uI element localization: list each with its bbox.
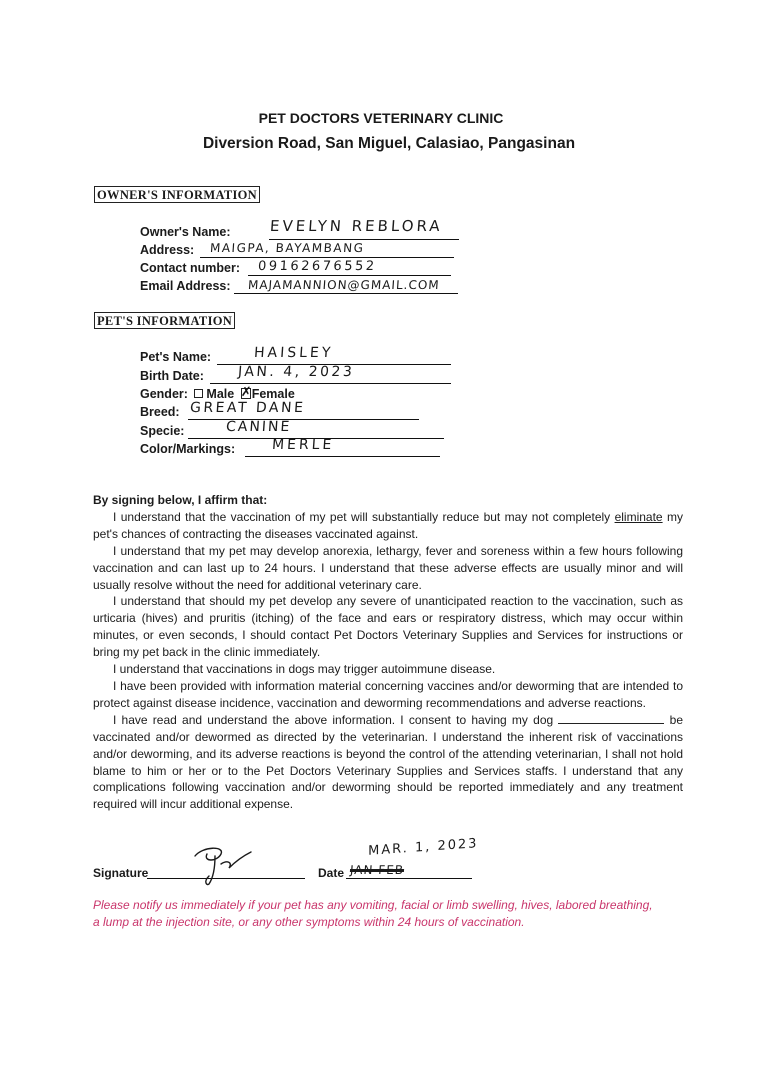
notice-text: Please notify us immediately if your pet has any vomiting, facial or limb swelling, hives, labored breathing, a lump at the injection site, or any other symptoms within 24 hours of vaccination. bbox=[93, 898, 653, 929]
handwritten-signature bbox=[185, 838, 265, 888]
owner-section-label: OWNER'S INFORMATION bbox=[94, 186, 260, 203]
affirmation-text-run: I have read and understand the above information. I consent to having my dog bbox=[113, 712, 554, 727]
breed-field bbox=[140, 400, 306, 419]
check-x-icon: ✗ bbox=[240, 384, 252, 399]
affirmation-paragraph: I understand that my pet may develop anorexia, lethargy, fever and soreness within a few hours following vaccination and can last up to 24 hours. I understand that these adverse effects are usually minor and will usually resolve without the need for additional veterinary care. bbox=[93, 543, 683, 592]
breed-value[interactable]: GREAT DANE bbox=[189, 400, 306, 416]
owner-email-field bbox=[140, 278, 441, 293]
affirmation-text-run: I understand that the vaccination of my pet will substantially reduce but may not completely bbox=[113, 509, 615, 524]
affirmation-text-run: my pet's chances of contracting the diseases vaccinated against. bbox=[93, 509, 683, 541]
dog-name-blank[interactable] bbox=[558, 713, 664, 724]
pet-name-line bbox=[217, 350, 451, 365]
owner-email-value[interactable]: MAJAMANNION@GMAIL.COM bbox=[247, 278, 441, 292]
affirmation-text bbox=[93, 492, 683, 813]
specie-label: Specie: bbox=[140, 424, 185, 438]
affirmation-paragraph bbox=[93, 509, 683, 543]
affirmation-paragraph: I understand that vaccinations in dogs may trigger autoimmune disease. bbox=[113, 662, 496, 677]
color-markings-label: Color/Markings: bbox=[140, 442, 236, 456]
owner-name-field bbox=[140, 217, 444, 239]
date-struck-value: JAN FEB bbox=[349, 863, 405, 877]
owner-address-value[interactable]: MAIGPA, BAYAMBANG bbox=[209, 241, 365, 255]
clinic-name: PET DOCTORS VETERINARY CLINIC bbox=[258, 110, 504, 126]
male-checkbox[interactable] bbox=[194, 389, 203, 398]
owner-name-value[interactable]: EVELYN REBLORA bbox=[269, 217, 444, 235]
female-checkbox[interactable] bbox=[240, 384, 252, 399]
pet-name-field bbox=[140, 345, 334, 364]
owner-contact-value[interactable]: 09162676552 bbox=[257, 259, 378, 274]
owner-address-label: Address: bbox=[140, 243, 195, 257]
owner-name-label: Owner's Name: bbox=[140, 225, 231, 239]
female-label: Female bbox=[251, 387, 295, 401]
pet-name-value[interactable]: HAISLEY bbox=[253, 345, 334, 361]
clinic-address: Diversion Road, San Miguel, Calasiao, Pangasinan bbox=[202, 135, 576, 152]
birth-date-value[interactable]: JAN. 4, 2023 bbox=[237, 364, 355, 380]
specie-value[interactable]: CANINE bbox=[225, 419, 292, 435]
pet-section-label: PET'S INFORMATION bbox=[94, 312, 235, 329]
date-label: Date bbox=[318, 866, 345, 880]
affirmation-paragraph: I understand that should my pet develop any severe of unanticipated reaction to the vaccination, such as urticaria (hives) and pruritis (itching) of the face and ears or respiratory distress, which may occur within minutes, or even seconds, I should contact Pet Doctors Veterinary Supplies and Services for instructions or bring my pet back in the clinic immediately. bbox=[93, 594, 683, 660]
male-label: Male bbox=[206, 387, 235, 401]
pet-name-label: Pet's Name: bbox=[140, 350, 212, 364]
gender-label: Gender: bbox=[140, 387, 188, 401]
affirmation-paragraph: I have been provided with information material concerning vaccines and/or deworming that are intended to protect against disease incidence, vaccination and deworming recommendations and adverse reactions. bbox=[93, 678, 683, 710]
birth-date-label: Birth Date: bbox=[140, 369, 204, 383]
owner-email-label: Email Address: bbox=[140, 279, 231, 293]
owner-contact-field bbox=[140, 259, 378, 275]
specie-field bbox=[140, 419, 292, 438]
owner-contact-label: Contact number: bbox=[140, 261, 240, 275]
breed-label: Breed: bbox=[140, 405, 180, 419]
color-markings-field bbox=[140, 437, 335, 456]
signature-label: Signature bbox=[93, 866, 149, 880]
owner-address-field bbox=[140, 241, 365, 257]
color-markings-value[interactable]: MERLE bbox=[271, 437, 335, 453]
date-value: MAR. 1, 2023 bbox=[368, 836, 479, 859]
eliminate-underlined: eliminate bbox=[614, 509, 663, 524]
affirmation-text-run: be vaccinated and/or dewormed as directed by the veterinarian. I understand the inherent risk of vaccinations and/or deworming, and its adverse reactions is beyond the control of the attending veterinarian, I shall not hold blame to him or her or to the Pet Doctors Veterinary Supplies and Services staffs. I understand that any complications following vaccination and/or deworming should be reported immediately and any treatment required will incur additional expense. bbox=[93, 712, 683, 812]
date-line[interactable] bbox=[346, 878, 472, 879]
affirmation-paragraph bbox=[93, 712, 683, 813]
gender-field bbox=[140, 384, 295, 401]
birth-date-field bbox=[140, 364, 355, 383]
affirmation-lead: By signing below, I affirm that: bbox=[93, 493, 268, 507]
